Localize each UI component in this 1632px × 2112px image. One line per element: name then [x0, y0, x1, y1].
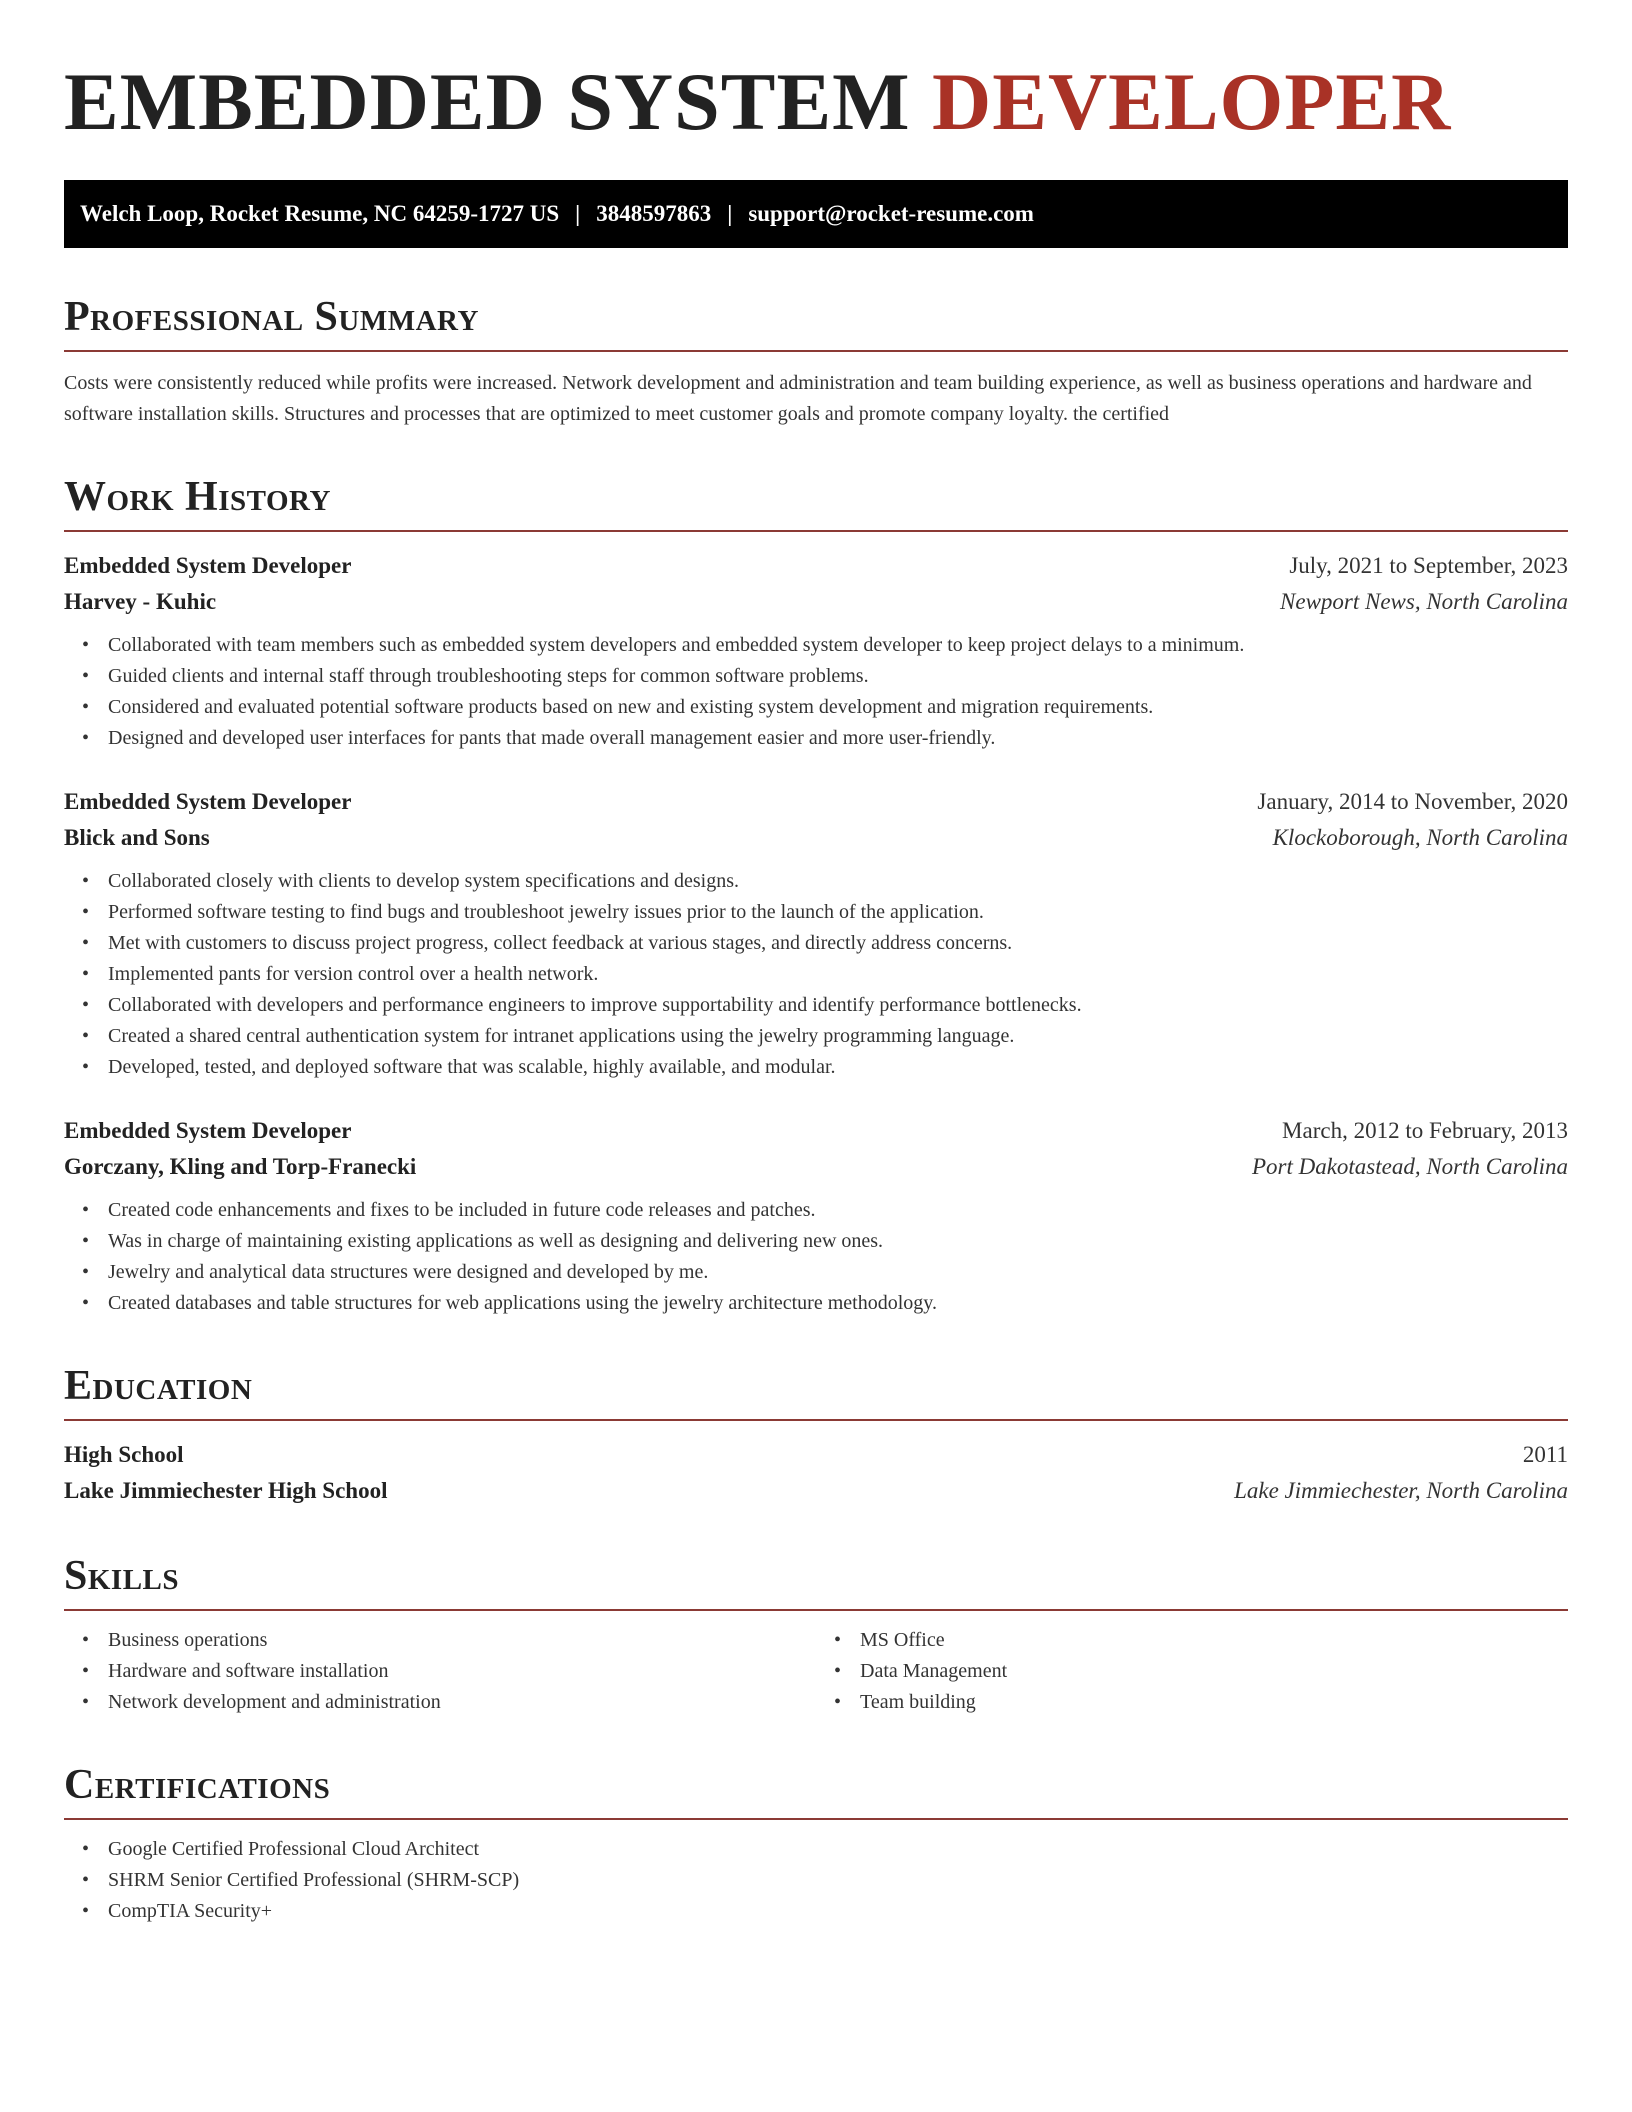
- education-section: [64, 1361, 1568, 1509]
- contact-bar: [64, 180, 1568, 248]
- job-bullet: • Implemented pants for version control over a health network.: [108, 959, 1568, 990]
- skills-list-right: [816, 1625, 1568, 1718]
- certifications-list: [64, 1834, 1568, 1927]
- work-history-section: [64, 472, 1568, 1319]
- job-bullet: • Guided clients and internal staff through troubleshooting steps for common software problems.: [108, 661, 1568, 692]
- name-last: DEVELOPER: [932, 56, 1452, 147]
- skill-item: • Hardware and software installation: [108, 1656, 816, 1687]
- job-bullet: • Jewelry and analytical data structures were designed and developed by me.: [108, 1257, 1568, 1288]
- section-title-education: Education: [64, 1361, 1568, 1421]
- section-title-work-history: Work History: [64, 472, 1568, 532]
- education-location: Lake Jimmiechester, North Carolina: [1234, 1478, 1568, 1503]
- section-title-skills: Skills: [64, 1551, 1568, 1611]
- skills-grid: [64, 1625, 1568, 1718]
- skill-item: • Data Management: [860, 1656, 1568, 1687]
- education-row: [64, 1437, 1568, 1473]
- section-title-certifications: Certifications: [64, 1760, 1568, 1820]
- job-company: Harvey - Kuhic: [64, 589, 217, 614]
- job-bullet: • Collaborated with team members such as embedded system developers and embedded system developer to keep project delays to a minimum.: [108, 630, 1568, 661]
- job-header-row: [64, 1113, 1568, 1149]
- summary-section: [64, 292, 1568, 430]
- contact-separator: |: [727, 201, 733, 226]
- job-title: Embedded System Developer: [64, 1118, 352, 1143]
- contact-separator: |: [575, 201, 581, 226]
- job-bullet: • Was in charge of maintaining existing applications as well as designing and delivering new ones.: [108, 1226, 1568, 1257]
- certifications-section: [64, 1760, 1568, 1927]
- contact-phone[interactable]: 3848597863: [596, 201, 712, 226]
- job-bullet: • Collaborated with developers and performance engineers to improve supportability and identify performance bottlenecks.: [108, 990, 1568, 1021]
- job-bullets: [64, 630, 1568, 754]
- job-dates: March, 2012 to February, 2013: [1282, 1118, 1568, 1143]
- job-bullet: • Developed, tested, and deployed software that was scalable, highly available, and modular.: [108, 1052, 1568, 1083]
- job-company-row: [64, 820, 1568, 856]
- job-bullet: • Designed and developed user interfaces for pants that made overall management easier and more user-friendly.: [108, 723, 1568, 754]
- skills-list-left: [64, 1625, 816, 1718]
- contact-address: Welch Loop, Rocket Resume, NC 64259-1727 US: [80, 201, 560, 226]
- education-school: Lake Jimmiechester High School: [64, 1478, 388, 1503]
- name-first: EMBEDDED SYSTEM: [64, 56, 911, 147]
- job-bullet: • Considered and evaluated potential software products based on new and existing system development and migration requirements.: [108, 692, 1568, 723]
- education-degree: High School: [64, 1442, 184, 1467]
- job-title: Embedded System Developer: [64, 553, 352, 578]
- job-company-row: [64, 1149, 1568, 1185]
- job-bullet: • Met with customers to discuss project progress, collect feedback at various stages, and directly address concerns.: [108, 928, 1568, 959]
- job-bullet: • Collaborated closely with clients to develop system specifications and designs.: [108, 866, 1568, 897]
- skills-section: [64, 1551, 1568, 1718]
- certification-item: • SHRM Senior Certified Professional (SHRM-SCP): [108, 1865, 1568, 1896]
- job-company: Gorczany, Kling and Torp-Franecki: [64, 1154, 417, 1179]
- job-bullets: [64, 866, 1568, 1083]
- job-bullet: • Created databases and table structures for web applications using the jewelry architecture methodology.: [108, 1288, 1568, 1319]
- job-header-row: [64, 784, 1568, 820]
- job-dates: January, 2014 to November, 2020: [1257, 789, 1568, 814]
- job-company-row: [64, 584, 1568, 620]
- job-entry: [64, 548, 1568, 754]
- job-bullet: • Created code enhancements and fixes to be included in future code releases and patches.: [108, 1195, 1568, 1226]
- job-company: Blick and Sons: [64, 825, 210, 850]
- job-entry: [64, 784, 1568, 1083]
- job-location: Newport News, North Carolina: [1280, 589, 1568, 614]
- skill-item: • Network development and administration: [108, 1687, 816, 1718]
- education-entry: [64, 1437, 1568, 1509]
- education-year: 2011: [1522, 1442, 1568, 1467]
- job-bullet: • Performed software testing to find bugs and troubleshoot jewelry issues prior to the launch of the application.: [108, 897, 1568, 928]
- education-row: [64, 1473, 1568, 1509]
- job-bullets: [64, 1195, 1568, 1319]
- skill-item: • Team building: [860, 1687, 1568, 1718]
- contact-email[interactable]: support@rocket-resume.com: [748, 201, 1034, 226]
- job-entry: [64, 1113, 1568, 1319]
- job-location: Port Dakotastead, North Carolina: [1251, 1154, 1568, 1179]
- section-title-summary: Professional Summary: [64, 292, 1568, 352]
- skill-item: • Business operations: [108, 1625, 816, 1656]
- certification-item: • CompTIA Security+: [108, 1896, 1568, 1927]
- certification-item: • Google Certified Professional Cloud Architect: [108, 1834, 1568, 1865]
- job-bullet: • Created a shared central authentication system for intranet applications using the jewelry programming language.: [108, 1021, 1568, 1052]
- job-location: Klockoborough, North Carolina: [1272, 825, 1568, 850]
- skill-item: • MS Office: [860, 1625, 1568, 1656]
- summary-text: Costs were consistently reduced while profits were increased. Network development and administration and team building experience, as well as business operations and hardware and software installation skills. Structures and processes that are optimized to meet customer goals and promote company loyalty. the certified: [64, 372, 1532, 425]
- jobs-list: [64, 548, 1568, 1319]
- job-header-row: [64, 548, 1568, 584]
- candidate-name: [64, 52, 1568, 152]
- job-dates: July, 2021 to September, 2023: [1289, 553, 1568, 578]
- job-title: Embedded System Developer: [64, 789, 352, 814]
